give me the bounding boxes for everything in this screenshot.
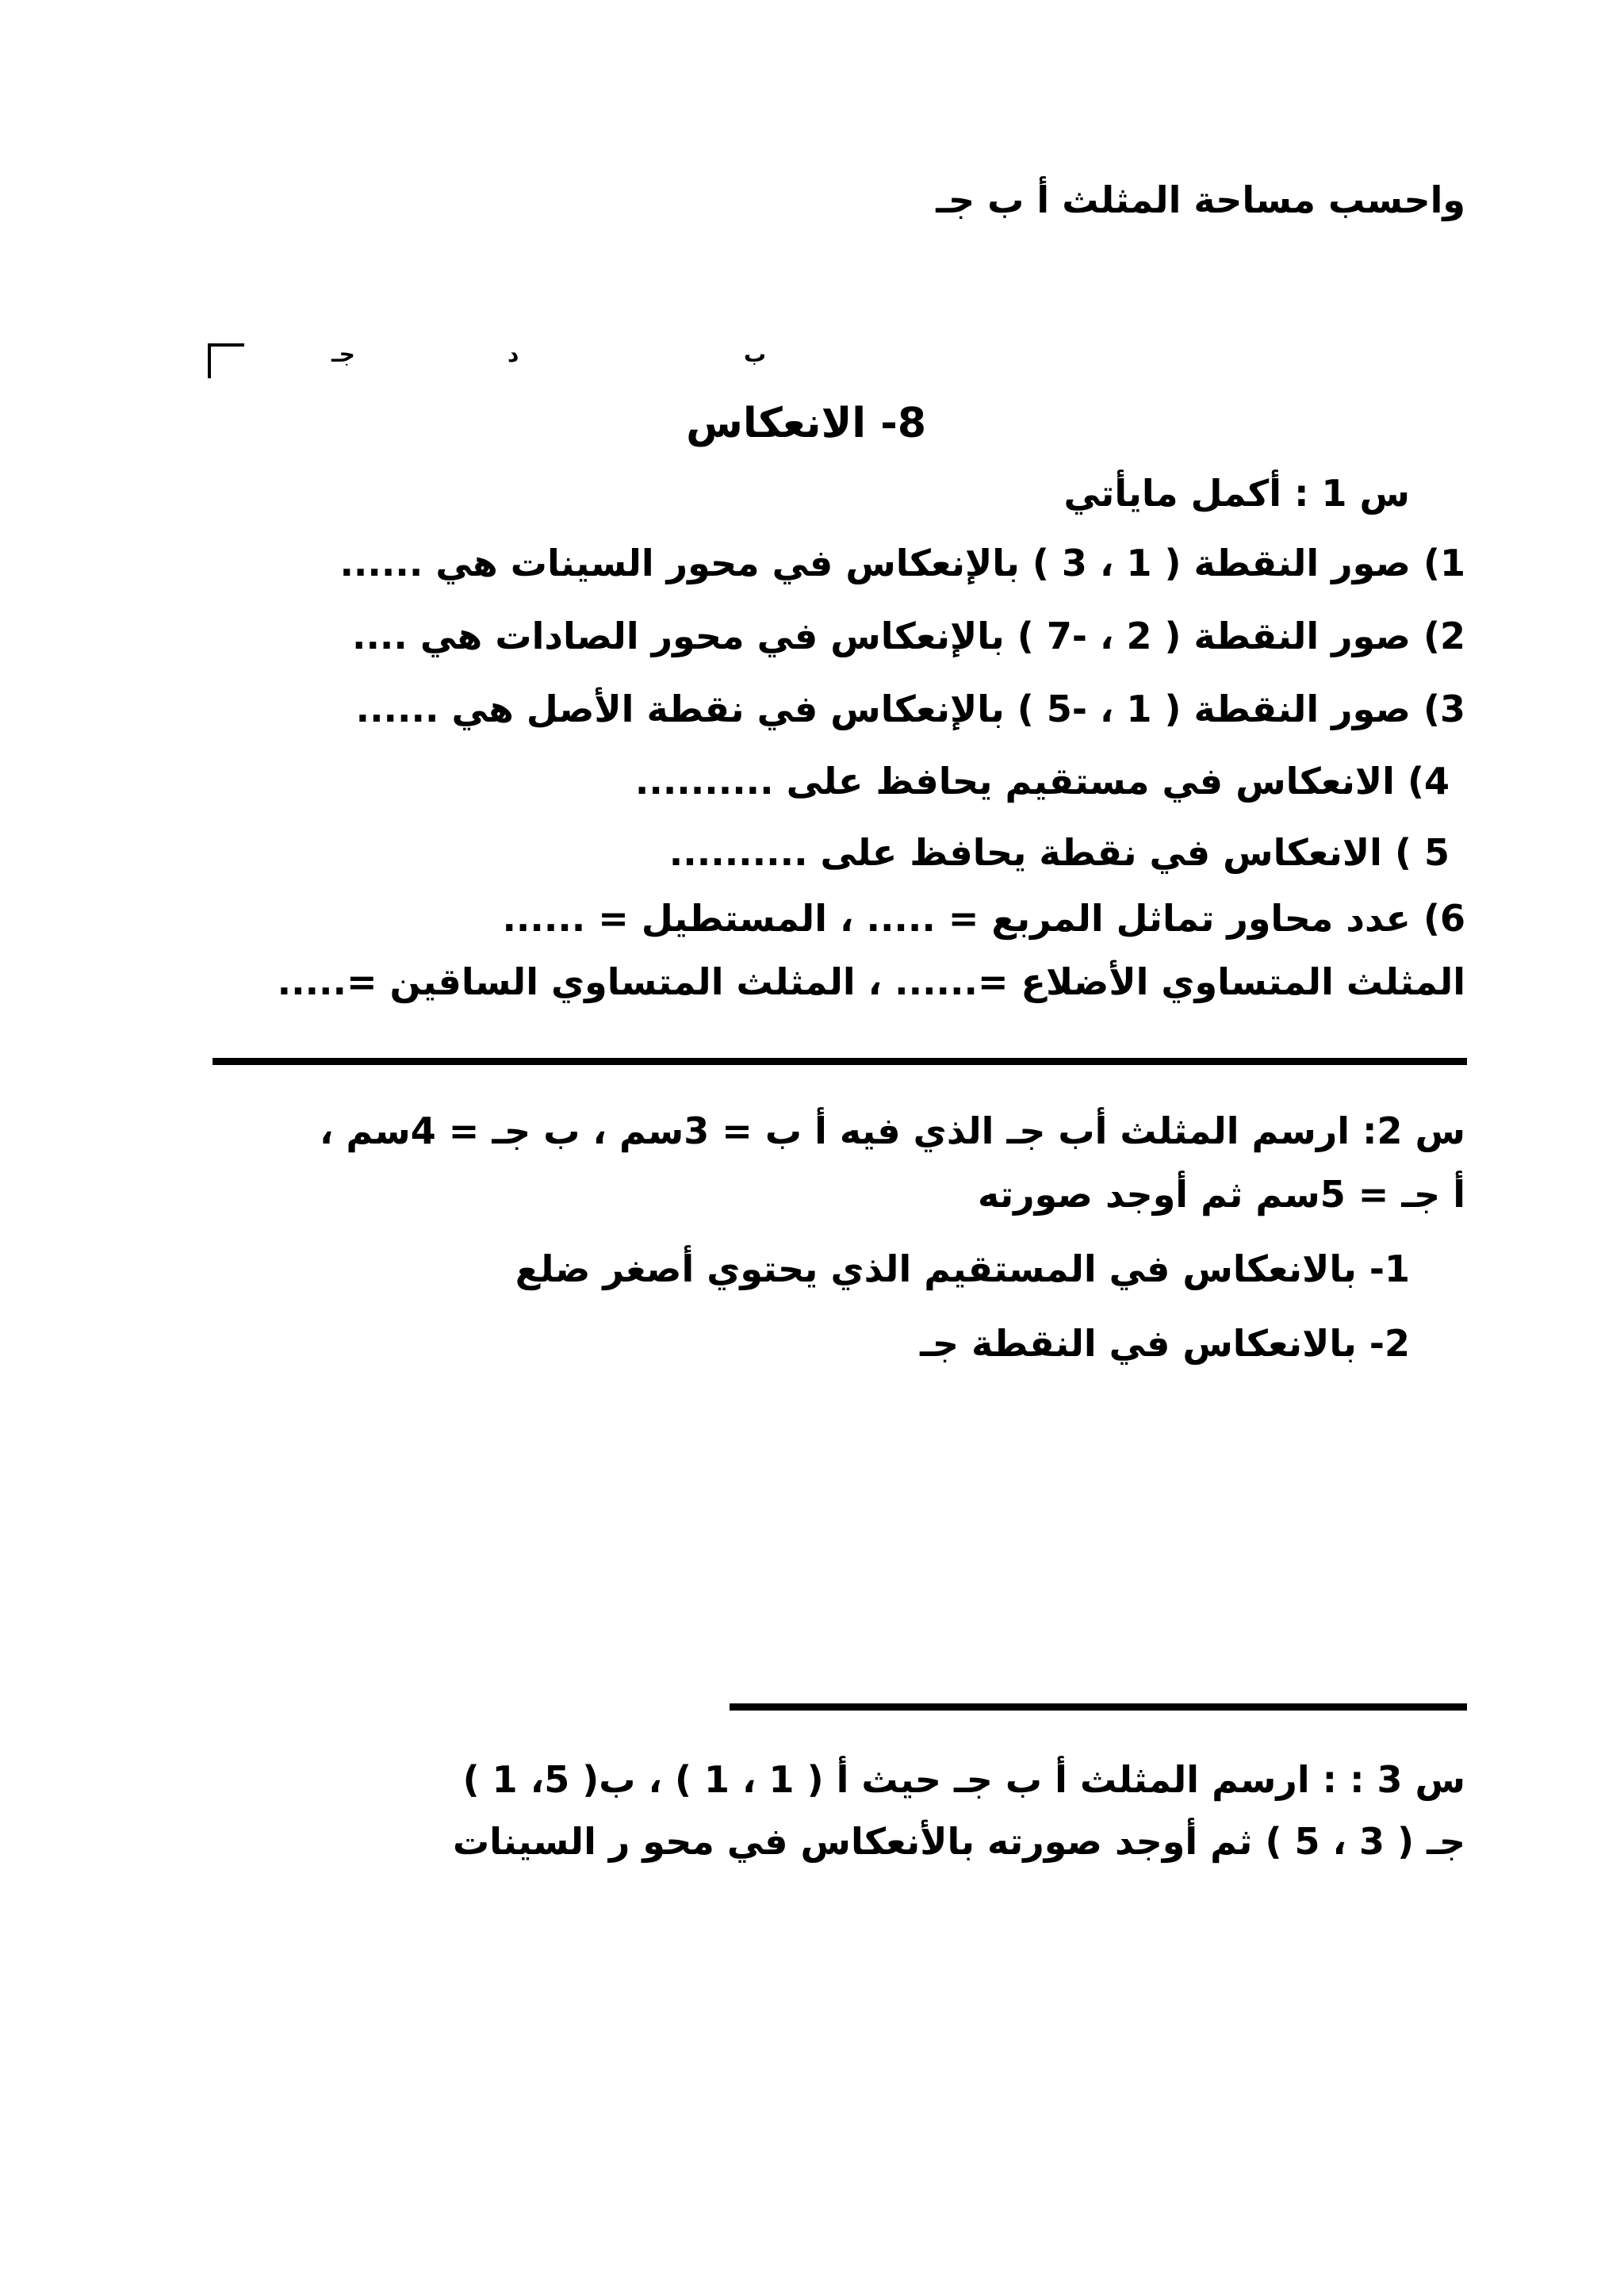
q2-line-2: أ جـ = 5سم ثم أوجد صورته	[978, 1173, 1465, 1216]
q2-item-2: 2- بالانعكاس في النقطة جـ	[920, 1322, 1410, 1365]
figure-corner-mark	[208, 343, 244, 378]
divider-top	[213, 1058, 1467, 1065]
figure-label-j: جـ	[331, 341, 355, 367]
divider-bottom	[730, 1703, 1467, 1711]
q1-item-3: 3) صور النقطة ( 1 ، -5 ) بالإنعكاس في نقطة الأصل هي ......	[355, 688, 1465, 730]
q2-item-1: 1- بالانعكاس في المستقيم الذي يحتوي أصغر ضلع	[515, 1247, 1410, 1290]
figure-label-b: ب	[744, 341, 767, 367]
top-instruction: واحسب مساحة المثلث أ ب جـ	[936, 178, 1465, 221]
q1-item-7: المثلث المتساوي الأضلاع =...... ، المثلث المتساوي الساقين =.....	[277, 960, 1465, 1003]
q3-line-1: س 3 : : ارسم المثلث أ ب جـ حيث أ ( 1 ، 1 ) ، ب( 5، 1 )	[462, 1758, 1465, 1801]
q1-item-5: 5 ) الانعكاس في نقطة يحافظ على ..........	[668, 831, 1450, 874]
q1-item-4: 4) الانعكاس في مستقيم يحافظ على ..........	[634, 760, 1450, 803]
q1-heading: س 1 : أكمل مايأتي	[1063, 472, 1410, 515]
q1-item-6: 6) عدد محاور تماثل المربع = ..... ، المستطيل = ......	[502, 897, 1465, 940]
q1-item-1: 1) صور النقطة ( 1 ، 3 ) بالإنعكاس في محور السينات هي ......	[339, 542, 1465, 584]
q3-line-2: جـ ( 3 ، 5 ) ثم أوجد صورته بالأنعكاس في محو ر السينات	[452, 1820, 1465, 1863]
q2-line-1: س 2: ارسم المثلث أب جـ الذي فيه أ ب = 3سم ، ب جـ = 4سم ،	[319, 1109, 1465, 1152]
figure-label-d: د	[508, 341, 519, 367]
section-title: 8- الانعكاس	[686, 400, 926, 447]
q1-item-2: 2) صور النقطة ( 2 ، -7 ) بالإنعكاس في محور الصادات هي ....	[351, 615, 1465, 657]
